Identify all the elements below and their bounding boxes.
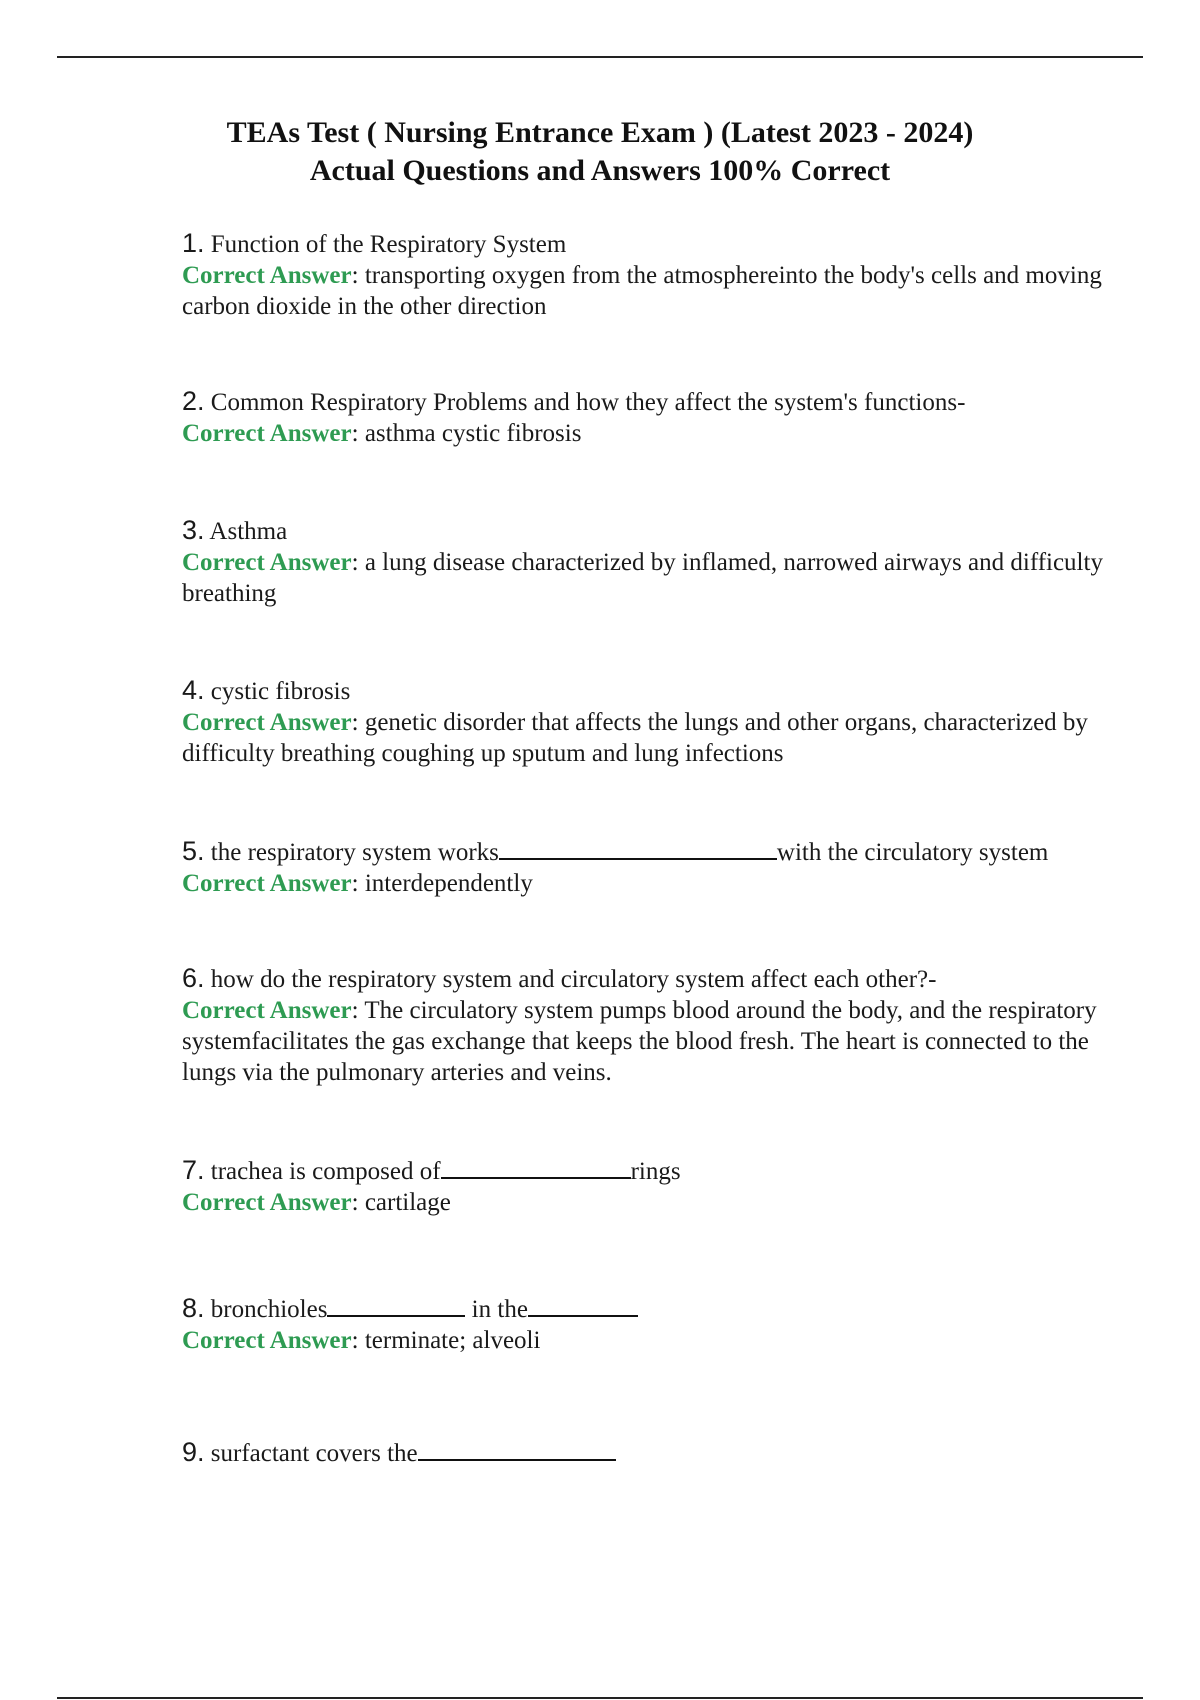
question-prompt-before: trachea is composed of [210, 1158, 441, 1185]
question-item [182, 228, 1132, 322]
answer-colon: : [351, 709, 359, 736]
question-number: 7. [182, 1155, 205, 1185]
answer-text [182, 868, 1132, 899]
answer-value: a lung disease characterized by inflamed, narrowed airways and difficulty breathing [182, 549, 1103, 607]
question-number: 3. [182, 515, 205, 545]
question-text [182, 1293, 1132, 1325]
answer-value: asthma cystic fibrosis [364, 420, 582, 447]
answer-value: interdependently [364, 870, 533, 897]
question-item [182, 1293, 1132, 1356]
answer-colon: : [351, 997, 359, 1024]
answer-text [182, 995, 1132, 1088]
fill-in-blank [327, 1293, 465, 1317]
question-prompt-before: the respiratory system works [210, 839, 499, 866]
answer-value: The circulatory system pumps blood around the body, and the respiratory systemfacilitates the gas exchange that keeps the blood fresh. The heart is connected to the lungs via the pulmonary arteries and veins. [182, 997, 1097, 1086]
question-prompt: Asthma [209, 518, 288, 545]
answer-value: cartilage [364, 1189, 451, 1216]
answer-label: Correct Answer [182, 549, 352, 576]
question-text [182, 1155, 1132, 1187]
answer-colon: : [351, 549, 359, 576]
answer-colon: : [351, 262, 359, 289]
document-title [0, 114, 1200, 190]
question-text [182, 386, 1132, 418]
question-text [182, 836, 1132, 868]
question-text [182, 515, 1132, 547]
question-prompt: Common Respiratory Problems and how they affect the system's functions- [210, 389, 966, 416]
answer-text [182, 707, 1132, 769]
answer-text [182, 418, 1132, 449]
question-item [182, 1437, 1132, 1469]
question-prompt-before: surfactant covers the [210, 1440, 418, 1467]
fill-in-blank [528, 1293, 638, 1317]
question-prompt-after: rings [630, 1158, 681, 1185]
question-item [182, 963, 1132, 1088]
answer-text [182, 547, 1132, 609]
title-line-1: TEAs Test ( Nursing Entrance Exam ) (Latest 2023 - 2024) [226, 116, 974, 149]
answer-value: transporting oxygen from the atmosphereinto the body's cells and moving carbon dioxide in the other direction [182, 262, 1102, 320]
question-prompt-after: with the circulatory system [776, 839, 1049, 866]
answer-colon: : [351, 1327, 359, 1354]
question-number: 9. [182, 1437, 205, 1467]
question-number: 6. [182, 963, 205, 993]
question-text [182, 1437, 1132, 1469]
title-line-2: Actual Questions and Answers 100% Correct [309, 154, 891, 187]
question-number: 2. [182, 386, 205, 416]
fill-in-blank [441, 1155, 631, 1179]
question-item [182, 836, 1132, 899]
question-number: 5. [182, 836, 205, 866]
answer-text [182, 260, 1132, 322]
answer-colon: : [351, 1189, 359, 1216]
question-item [182, 1155, 1132, 1218]
answer-label: Correct Answer [182, 997, 352, 1024]
answer-text [182, 1187, 1132, 1218]
question-prompt: cystic fibrosis [210, 678, 351, 705]
answer-label: Correct Answer [182, 870, 352, 897]
question-text [182, 675, 1132, 707]
top-rule [57, 56, 1143, 58]
answer-label: Correct Answer [182, 262, 352, 289]
question-prompt: Function of the Respiratory System [210, 231, 567, 258]
question-item [182, 386, 1132, 449]
question-prompt: how do the respiratory system and circulatory system affect each other?- [210, 966, 937, 993]
answer-colon: : [351, 420, 359, 447]
fill-in-blank [499, 836, 777, 860]
answer-label: Correct Answer [182, 420, 352, 447]
answer-text [182, 1325, 1132, 1356]
question-text [182, 963, 1132, 995]
question-item [182, 675, 1132, 769]
answer-label: Correct Answer [182, 1189, 352, 1216]
question-prompt-before: bronchioles [210, 1296, 328, 1323]
answer-colon: : [351, 870, 359, 897]
question-number: 8. [182, 1293, 205, 1323]
question-prompt-middle: in the [471, 1296, 528, 1323]
fill-in-blank [418, 1437, 616, 1461]
answer-label: Correct Answer [182, 709, 352, 736]
question-text [182, 228, 1132, 260]
question-item [182, 515, 1132, 609]
question-number: 4. [182, 675, 205, 705]
answer-value: terminate; alveoli [364, 1327, 541, 1354]
bottom-rule [57, 1697, 1143, 1699]
answer-value: genetic disorder that affects the lungs and other organs, characterized by difficulty breathing coughing up sputum and lung infections [182, 709, 1088, 767]
question-number: 1. [182, 228, 205, 258]
answer-label: Correct Answer [182, 1327, 352, 1354]
